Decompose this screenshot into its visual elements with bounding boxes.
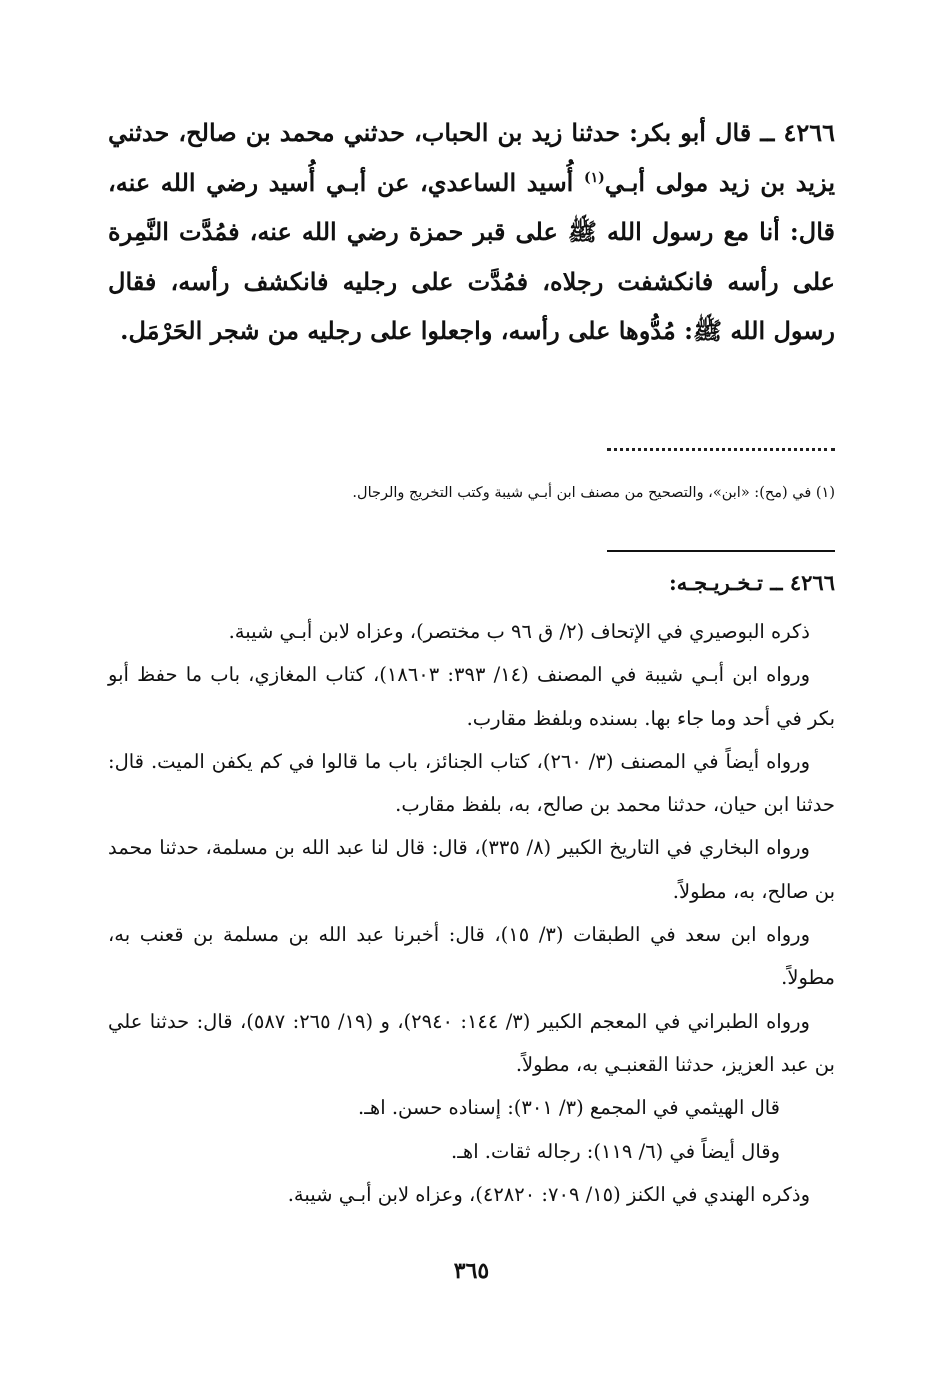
- footnote: (١) في (مح): «ابن»، والتصحيح من مصنف ابن أبـي شيبة وكتب التخريج والرجال.: [352, 485, 835, 501]
- takhrij-paragraph: ورواه أيضاً في المصنف (٣/ ٢٦٠)، كتاب الجنائز، باب ما قالوا في كم يكفن الميت. قال: حدثنا ابن حيان، حدثنا محمد بن صالح، به، بلفظ مقارب.: [108, 749, 835, 817]
- takhrij-paragraph: ذكره البوصيري في الإتحاف (٢/ ق ٩٦ ب مختصر)، وعزاه لابن أبـي شيبة.: [228, 620, 810, 643]
- takhrij-paragraph: ورواه ابن أبـي شيبة في المصنف (١٤/ ٣٩٣: ١٨٦٠٣)، كتاب المغازي، باب ما حفظ أبو بكر في أحد وما جاء بها. بسنده وبلفظ مقارب.: [108, 663, 835, 730]
- hadith-text: [108, 108, 835, 356]
- takhrij-paragraph: قال الهيثمي في المجمع (٣/ ٣٠١): إسناده حسن. اهـ.: [358, 1096, 780, 1120]
- takhrij-paragraph: وقال أيضاً في (٦/ ١١٩): رجاله ثقات. اهـ.: [451, 1139, 780, 1163]
- hadith-text-part-2: أُسيد الساعدي، عن أبـي أُسيد رضي الله عنه، قال: أنا مع رسول الله ﷺ على قبر حمزة رضي الله عنه، فمُدَّت النَّمِرة على رأسه فانكشفت رجلاه، فمُدَّت على رجليه فانكشف رأسه، فقال رسول الله ﷺ: مُدُّوها على رأسه، واجعلوا على رجليه من شجر الحَرْمَل.: [108, 167, 835, 345]
- takhrij-body: [108, 610, 835, 1216]
- takhrij-paragraph: وذكره الهندي في الكنز (١٥/ ٧٠٩: ٤٢٨٢٠)، وعزاه لابن أبـي شيبة.: [287, 1182, 810, 1206]
- takhrij-paragraph: ورواه الطبراني في المعجم الكبير (٣/ ١٤٤: ٢٩٤٠)، و (١٩/ ٢٦٥: ٥٨٧)، قال: حدثنا علي بن عبد العزيز، حدثنا القعنبـي به، مطولاً.: [108, 1009, 835, 1076]
- footnote-separator: [607, 448, 835, 453]
- takhrij-paragraph: ورواه ابن سعد في الطبقات (٣/ ١٥)، قال: أخبرنا عبد الله بن مسلمة بن قعنب به، مطولاً.: [108, 923, 835, 990]
- hadith-text-part-1: ــ قال أبو بكر: حدثنا زيد بن الحباب، حدثني محمد بن صالح، حدثني يزيد بن زيد مولى أبـي: [108, 118, 835, 197]
- takhrij-heading: ٤٢٦٦ ــ تـخـريـجـه:: [668, 570, 835, 595]
- footnote-reference: (١): [583, 169, 605, 186]
- page-number: ٣٦٥: [453, 1258, 490, 1284]
- takhrij-separator: [607, 550, 835, 552]
- hadith-number: ٤٢٦٦: [783, 118, 835, 147]
- takhrij-paragraph: ورواه البخاري في التاريخ الكبير (٨/ ٣٣٥)، قال: قال لنا عبد الله بن مسلمة، حدثنا محمد بن صالح، به، مطولاً.: [108, 836, 835, 903]
